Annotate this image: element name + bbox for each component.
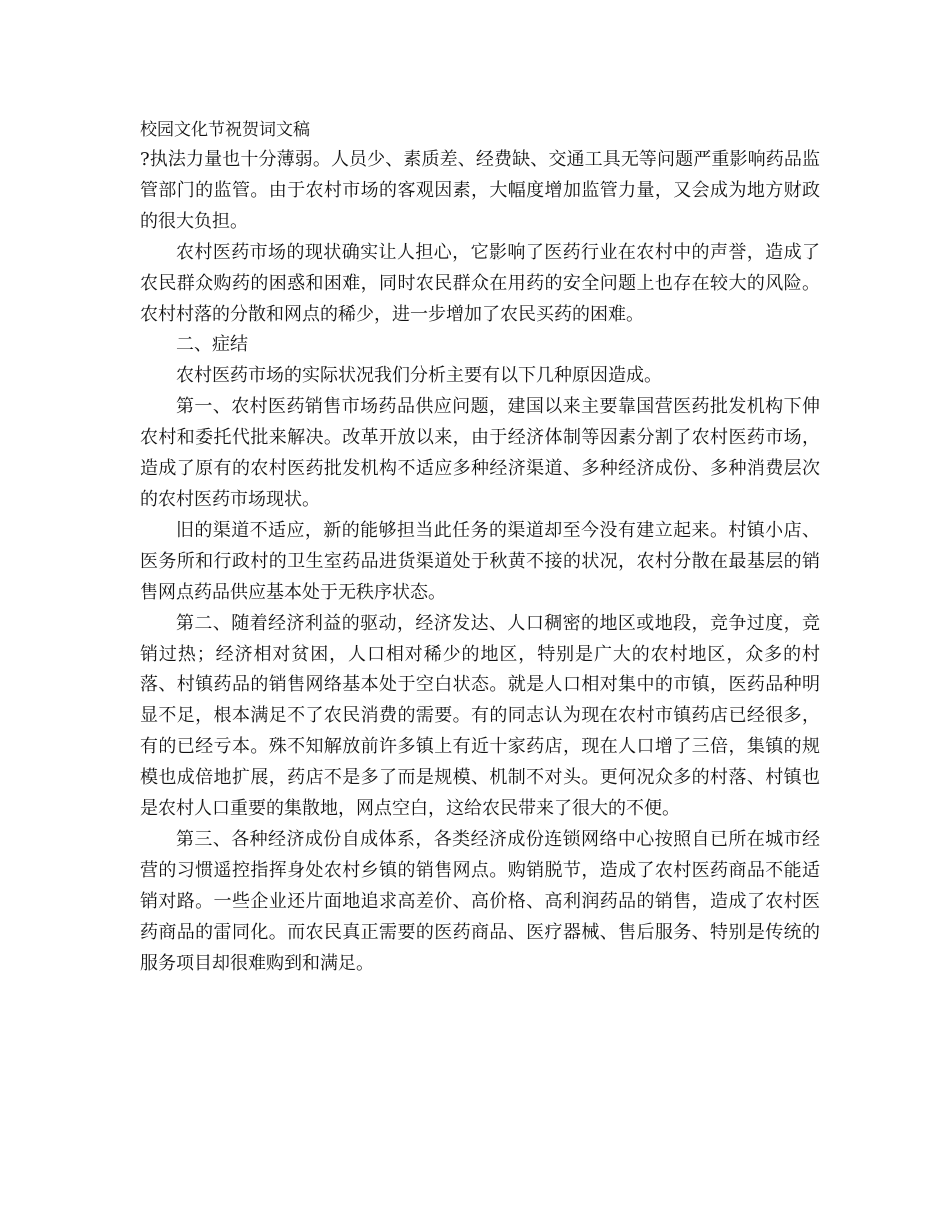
document-title: 校园文化节祝贺词文稿 bbox=[140, 120, 310, 140]
paragraph-7: 第二、随着经济利益的驱动，经济发达、人口稠密的地区或地段，竞争过度，竞销过热；经济相对贫困，人口相对稀少的地区，特别是广大的农村地区，众多的村落、村镇药品的销售网络基本处于空白状态。就是人口相对集中的市镇，医药品种明显不足，根本满足不了农民消费的需要。有的同志认为现在农村市镇药店已经很多，有的已经亏本。殊不知解放前许多镇上有近十家药店，现在人口增了三倍，集镇的规模也成倍地扩展，药店不是多了而是规模、机制不对头。更何况众多的村落、村镇也是农村人口重要的集散地，网点空白，这给农民带来了很大的不便。 bbox=[140, 612, 820, 820]
paragraph-6: 旧的渠道不适应，新的能够担当此任务的渠道却至今没有建立起来。村镇小店、医务所和行政村的卫生室药品进货渠道处于秋黄不接的状况，农村分散在最基层的销售网点药品供应基本处于无秩序状态。 bbox=[140, 519, 820, 603]
paragraph-1: ?执法力量也十分薄弱。人员少、素质差、经费缺、交通工具无等问题严重影响药品监管部门的监管。由于农村市场的客观因素，大幅度增加监管力量，又会成为地方财政的很大负担。 bbox=[140, 149, 820, 232]
paragraph-2: 农村医药市场的现状确实让人担心，它影响了医药行业在农村中的声誉，造成了农民群众购药的困惑和困难，同时农民群众在用药的安全问题上也存在较大的风险。农村村落的分散和网点的稀少，进一步增加了农民买药的困难。 bbox=[140, 241, 820, 325]
document-body bbox=[140, 145, 820, 979]
section-heading-2: 二、症结 bbox=[176, 334, 248, 356]
paragraph-4: 农村医药市场的实际状况我们分析主要有以下几种原因造成。 bbox=[176, 365, 662, 387]
paragraph-5: 第一、农村医药销售市场药品供应问题，建国以来主要靠国营医药批发机构下伸农村和委托代批来解决。改革开放以来，由于经济体制等因素分割了农村医药市场，造成了原有的农村医药批发机构不适应多种经济渠道、多种经济成份、多种消费层次的农村医药市场现状。 bbox=[140, 396, 820, 510]
paragraph-8: 第三、各种经济成份自成体系，各类经济成份连锁网络中心按照自已所在城市经营的习惯遥控指挥身处农村乡镇的销售网点。购销脱节，造成了农村医药商品不能适销对路。一些企业还片面地追求高差价、高价格、高利润药品的销售，造成了农村医药商品的雷同化。而农民真正需要的医药商品、医疗器械、售后服务、特别是传统的服务项目却很难购到和满足。 bbox=[140, 828, 820, 974]
